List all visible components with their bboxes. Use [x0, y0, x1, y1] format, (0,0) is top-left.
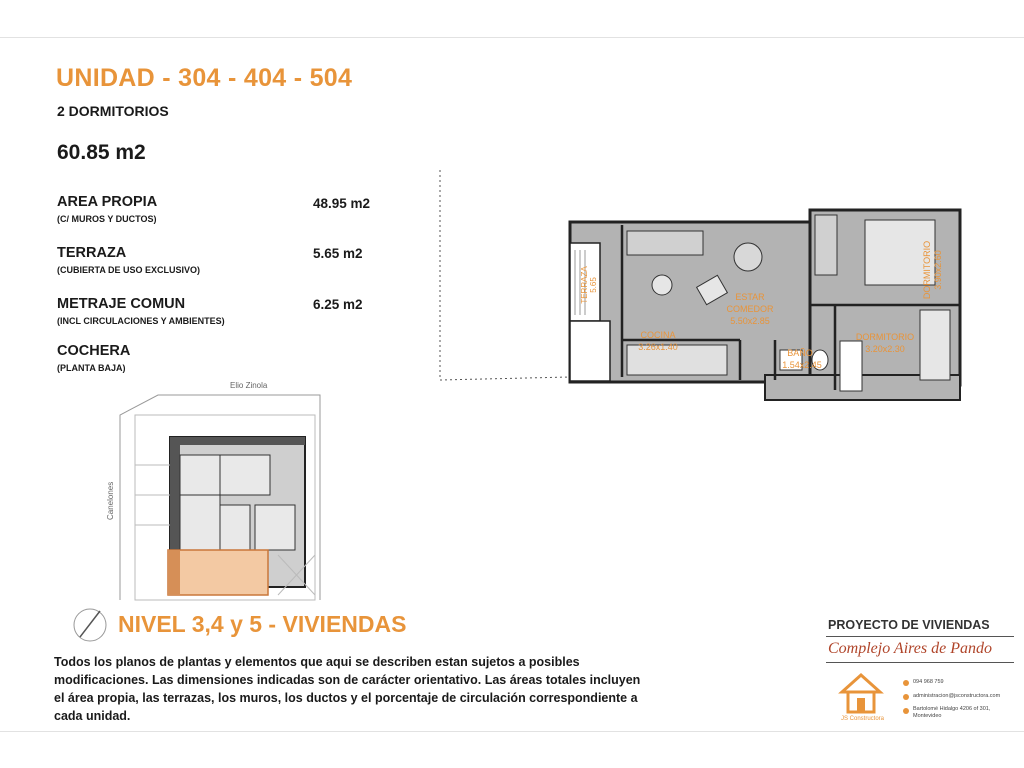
north-arrow-icon: [70, 605, 110, 645]
terraza-value: 5.65 m2: [313, 246, 363, 261]
cochera-sub: (PLANTA BAJA): [57, 363, 126, 373]
disclaimer-text: Todos los planos de plantas y elementos que aqui se describen estan sujetos a posibles modificaciones. Las dimensiones indicadas son de carácter orientativo. Las áreas totales incluyen el área propia, las terrazas, los muros, los ductos y el porcentaje de circulación correspondiente a cada unidad.: [54, 655, 641, 723]
metraje-comun-value: 6.25 m2: [313, 297, 363, 312]
contact-address-2: Montevideo: [913, 713, 942, 719]
contact-address-1: Bartolomé Hidalgo 4206 of 301,: [913, 706, 991, 712]
street-top-label: Elio Zinola: [230, 381, 268, 390]
top-divider: [0, 37, 1024, 38]
bedroom-count: 2 DORMITORIOS: [57, 103, 169, 119]
room-dormitorio-1-label: DORMITORIO: [922, 240, 932, 300]
room-cocina-dims: 3.26x1.40: [638, 342, 678, 352]
unit-floor-plan: [430, 165, 970, 410]
room-terraza-label: TERRAZA: [580, 266, 589, 304]
total-area: 60.85 m2: [57, 141, 146, 164]
location-icon: [903, 708, 909, 714]
room-comedor-label: COMEDOR: [726, 304, 774, 314]
project-rule-bottom: [826, 662, 1014, 663]
room-dormitorio-1-dims: 3.90x2.60: [933, 250, 943, 290]
project-title: PROYECTO DE VIVIENDAS: [828, 618, 990, 632]
room-bano-label: BAÑO: [787, 348, 813, 358]
room-estar-label: ESTAR: [735, 292, 765, 302]
project-rule-top: [826, 636, 1014, 637]
unit-title: UNIDAD - 304 - 404 - 504: [56, 64, 353, 92]
room-bano-dims: 1.54x2.45: [782, 360, 822, 370]
room-dormitorio-2-label: DORMITORIO: [855, 332, 915, 342]
area-propia-sub: (C/ MUROS Y DUCTOS): [57, 214, 157, 224]
area-propia-value: 48.95 m2: [313, 196, 371, 211]
email-icon: [903, 694, 909, 700]
street-left-label: Canelones: [106, 481, 115, 520]
room-terraza-dims: 5.65: [589, 277, 598, 293]
room-dormitorio-2-dims: 3.20x2.30: [865, 344, 905, 354]
site-plan: [80, 375, 340, 605]
metraje-comun-sub: (INCL CIRCULACIONES Y AMBIENTES): [57, 316, 225, 326]
contact-email: administracion@jsconstructora.com: [913, 693, 1001, 699]
phone-icon: [903, 680, 909, 686]
company-logo-icon: [838, 672, 884, 714]
contact-phone: 094 968 759: [913, 679, 944, 685]
bottom-divider: [0, 731, 1024, 732]
level-title: NIVEL 3,4 y 5 - VIVIENDAS: [118, 611, 407, 637]
room-estar-dims: 5.50x2.85: [730, 316, 770, 326]
project-name: Complejo Aires de Pando: [828, 640, 992, 657]
room-cocina-label: COCINA: [640, 330, 676, 340]
terraza-sub: (CUBIERTA DE USO EXCLUSIVO): [57, 265, 201, 275]
area-propia-label: AREA PROPIA: [57, 194, 158, 210]
cochera-label: COCHERA: [57, 343, 131, 359]
metraje-comun-label: METRAJE COMUN: [57, 296, 186, 312]
terraza-label: TERRAZA: [57, 245, 127, 261]
company-name: JS Constructora: [841, 716, 885, 722]
